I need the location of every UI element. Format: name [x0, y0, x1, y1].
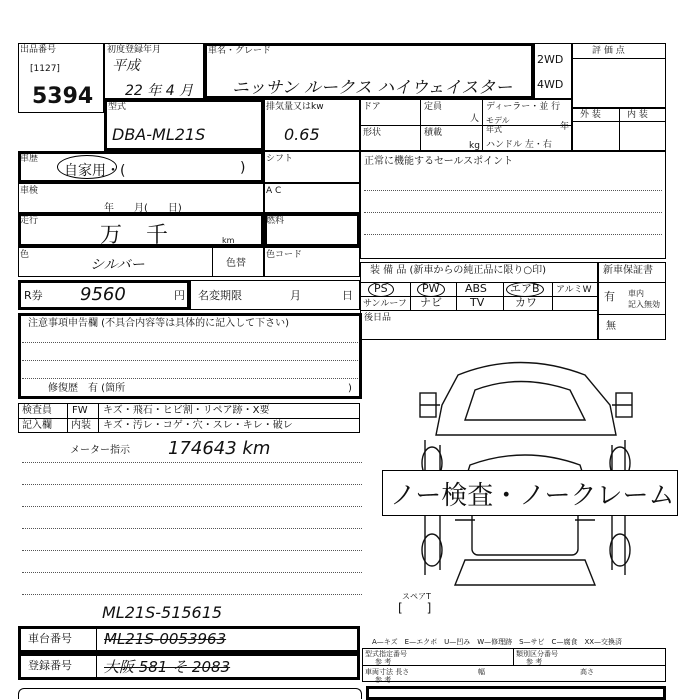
- shape-label: 形状: [363, 128, 382, 138]
- color-value: シルバー: [90, 257, 145, 273]
- recycle-value: 9560: [80, 284, 126, 305]
- color-change-label: 色替: [226, 258, 246, 269]
- inspector-label1: 検査員: [22, 405, 52, 416]
- warranty-yes-note2: 記入無効: [628, 300, 660, 309]
- load-label: 積載: [424, 128, 443, 138]
- bottom-left-mark: [18, 688, 362, 699]
- displacement-label: 排気量又はkw: [266, 102, 324, 112]
- eq-tv: TV: [470, 296, 485, 309]
- bottom-right-box: [366, 686, 666, 700]
- reg-div: [96, 653, 97, 680]
- ref-div1: [513, 648, 514, 665]
- class-label: 類別区分番号: [516, 650, 558, 658]
- spare-bracket: [ ]: [398, 601, 432, 615]
- spec-hdiv: [360, 125, 572, 126]
- history-box: [18, 151, 264, 183]
- mileage-man: 万: [100, 223, 123, 248]
- eq-leather: カワ: [515, 296, 537, 309]
- eq-alloy: アルミW: [556, 285, 592, 295]
- warranty-yes-note1: 車内: [628, 289, 644, 298]
- interior-label: 内 装: [627, 110, 648, 120]
- meter-value: 174643 km: [168, 438, 271, 459]
- eq-airbag: エアB: [510, 282, 540, 295]
- eq-sunroof: サンルーフ: [363, 299, 407, 309]
- ext-int-div: [619, 108, 620, 151]
- chassis-value: ML21S-0053963: [104, 630, 227, 648]
- name-change-label: 名変期限: [198, 289, 242, 302]
- reg-label: 登録番号: [28, 659, 72, 672]
- aftermarket-label: 後日品: [364, 313, 392, 323]
- door-label: ドア: [363, 102, 381, 112]
- displacement-value: 0.65: [284, 125, 320, 144]
- shift-label: シフト: [266, 154, 294, 164]
- recycle-unit: 円: [174, 289, 185, 302]
- eq-pw: PW: [422, 282, 440, 295]
- height-label: 高さ: [580, 668, 594, 676]
- model-year-label2: 年式: [486, 125, 502, 134]
- eq-v4: [552, 282, 553, 310]
- capacity-label: 定員: [424, 102, 443, 112]
- warranty-yes: 有: [604, 290, 615, 303]
- day-unit: 日: [342, 289, 353, 302]
- chassis-div: [96, 626, 97, 653]
- history-value: 自家用・(: [64, 163, 126, 179]
- chassis-hand: ML21S-515615: [102, 603, 223, 622]
- handle-label: ハンドル 左・右: [486, 140, 552, 150]
- war-h1: [598, 282, 666, 283]
- left-line1: [22, 484, 362, 485]
- first-reg-label: 初度登録年月: [107, 45, 162, 55]
- inspection-label: 車検: [20, 186, 39, 196]
- left-line2: [22, 506, 362, 507]
- dealer-label: ディーラー・並 行: [486, 102, 561, 112]
- history-circle: [57, 155, 117, 179]
- car-name-value: ニッサン ルークス ハイウェイスター: [232, 78, 513, 98]
- score-label: 評 価 点: [592, 46, 625, 56]
- meter-label: メーター指示: [70, 445, 130, 456]
- sp-line1: [364, 190, 662, 191]
- form-label: 型式指定番号: [365, 650, 407, 658]
- eq-v1: [410, 282, 411, 310]
- score-divider: [572, 58, 666, 59]
- load-unit: kg: [469, 141, 480, 151]
- first-reg-value: 22 年 4 月: [125, 83, 194, 99]
- ps-circle: [368, 282, 394, 297]
- damage-legend: A—キズ E—エクボ U—凹み W—修理跡 S—サビ C—腐食 XX—交換済: [372, 638, 623, 646]
- drive-4wd: 4WD: [537, 78, 564, 91]
- eq-h3: [360, 310, 598, 311]
- ref-h1: [362, 665, 666, 666]
- inspector-legend2: キズ・汚レ・コゲ・穴・スレ・キレ・破レ: [103, 420, 293, 431]
- lot-sub: [1127]: [30, 64, 60, 74]
- color-div: [212, 247, 213, 277]
- lot-label: 出品番号: [20, 45, 57, 55]
- month-unit: 月: [290, 289, 301, 302]
- reg-value: 大阪 581 そ 2083: [104, 658, 231, 676]
- inspector-inner: 内装: [71, 420, 91, 431]
- airbag-circle: [506, 282, 544, 297]
- inspector-legend1: キズ・飛石・ヒビ割・リペア跡・X要: [103, 405, 270, 416]
- eq-v2: [456, 282, 457, 310]
- first-reg-era: 平成: [112, 58, 140, 74]
- model-label: 型式: [108, 102, 127, 112]
- eq-navi: ナビ: [420, 296, 442, 309]
- equipment-title: 装 備 品 (新車からの純正品に限り○印): [370, 265, 547, 276]
- sell-points-label: 正常に機能するセールスポイント: [364, 156, 514, 167]
- sp-line3: [364, 234, 662, 235]
- color-code-label: 色コード: [266, 250, 303, 260]
- year-unit: 年: [560, 122, 570, 132]
- pw-circle: [417, 282, 445, 297]
- left-line5: [22, 572, 362, 573]
- left-line6: [22, 594, 362, 595]
- history-label: 車歴: [20, 154, 39, 164]
- notes-label: 注意事項申告欄 (不具合内容等は具体的に記入して下さい): [28, 318, 289, 329]
- dims-label: 車両寸法 長さ: [365, 668, 410, 676]
- inspection-value: 年 月( 日): [104, 203, 182, 214]
- inspector-fw: FW: [72, 405, 88, 416]
- meter-line: [22, 462, 362, 463]
- insp-h1: [18, 418, 360, 419]
- inspector-label2: 記入欄: [22, 420, 52, 431]
- notes-line2: [22, 360, 358, 361]
- warranty-no: 無: [606, 321, 616, 332]
- ref-label3: 参 考: [375, 676, 392, 684]
- model-value: DBA-ML21S: [112, 125, 206, 144]
- repair-close: ): [348, 383, 352, 394]
- ext-int-hdiv: [572, 121, 666, 122]
- model-year-label1: モデル: [486, 116, 510, 125]
- eq-abs: ABS: [465, 282, 487, 295]
- drive-2wd: 2WD: [537, 53, 564, 66]
- no-claim-stamp: ノー検査・ノークレーム: [390, 481, 675, 511]
- left-line3: [22, 528, 362, 529]
- exterior-label: 外 装: [580, 110, 601, 120]
- km-label: km: [222, 236, 235, 245]
- history-close: ): [240, 160, 246, 176]
- warranty-title: 新車保証書: [603, 265, 653, 276]
- eq-ps: PS: [374, 282, 388, 295]
- ref-label2: 参 考: [526, 658, 543, 666]
- war-h2: [598, 314, 666, 315]
- recycle-label: R券: [24, 289, 43, 302]
- width-label: 幅: [478, 668, 485, 676]
- spare-label: スペアT: [402, 592, 431, 601]
- lot-number: 5394: [32, 84, 94, 109]
- notes-line1: [22, 342, 358, 343]
- notes-line3: [22, 378, 358, 379]
- left-line4: [22, 550, 362, 551]
- ref-label1: 参 考: [375, 658, 392, 666]
- color-label: 色: [20, 250, 30, 260]
- car-name-label: 車名・グレード: [208, 46, 272, 56]
- sp-line2: [364, 212, 662, 213]
- mileage-label: 走行: [20, 216, 39, 226]
- ac-label: A C: [266, 186, 282, 196]
- repair-label: 修復歴 有 (箇所: [48, 383, 126, 394]
- fuel-label: 燃料: [266, 216, 285, 226]
- sell-points-box: [360, 151, 666, 259]
- chassis-label: 車台番号: [28, 632, 72, 645]
- eq-v3: [503, 282, 504, 310]
- mileage-sen: 千: [146, 223, 169, 248]
- capacity-unit: 人: [470, 114, 480, 124]
